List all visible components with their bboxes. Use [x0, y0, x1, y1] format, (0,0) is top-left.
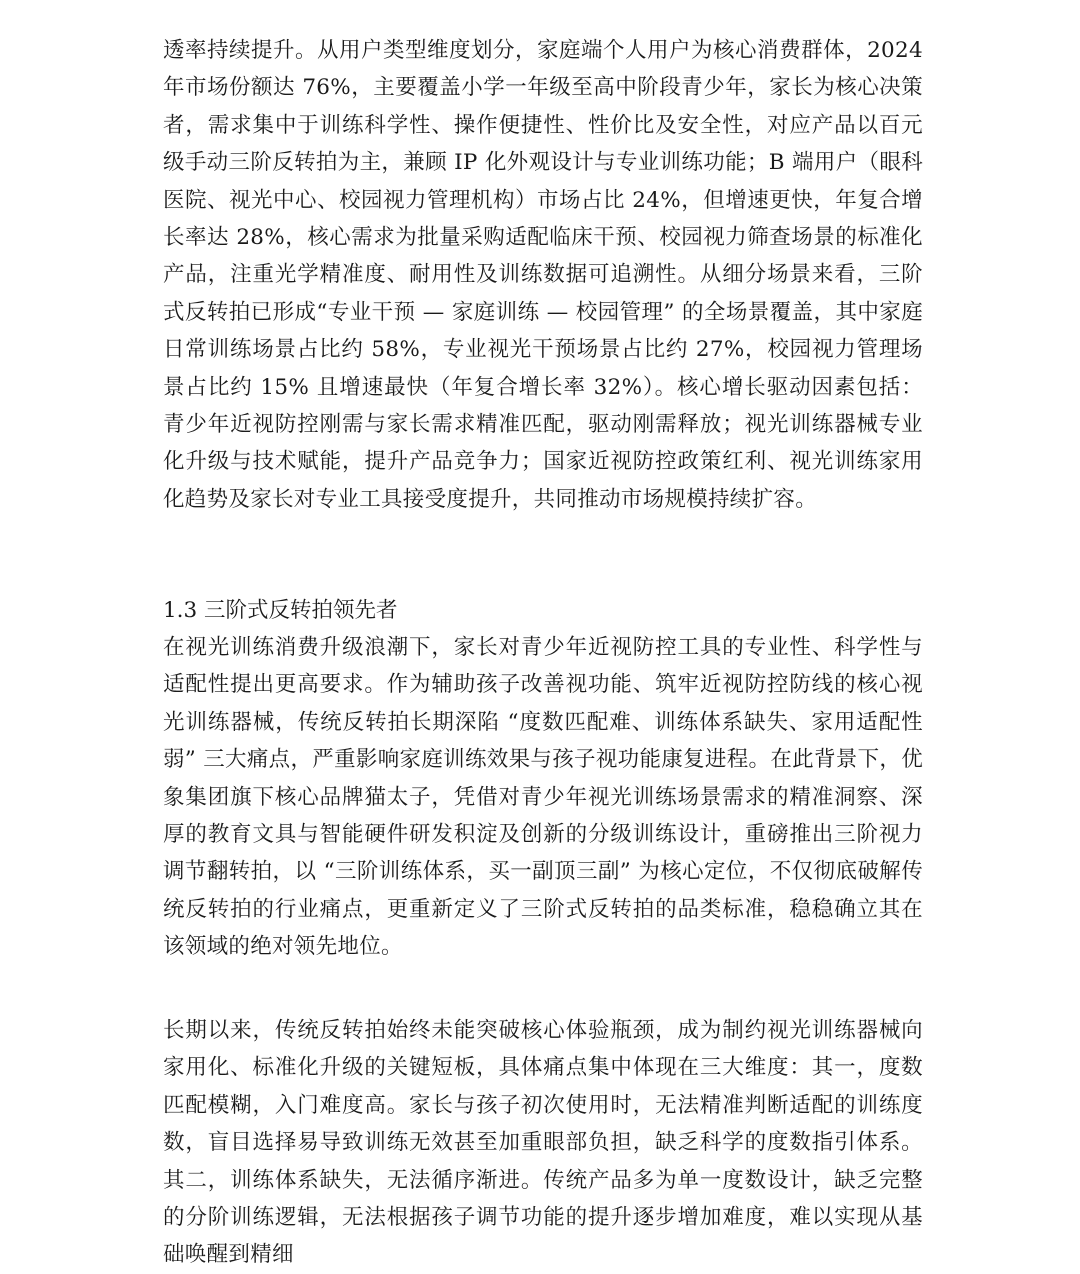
paragraph-market-segments: 透率持续提升。从用户类型维度划分，家庭端个人用户为核心消费群体，2024 年市场份额达 76%，主要覆盖小学一年级至高中阶段青少年，家长为核心决策者，需求集中于训练科学性、操作便捷性、性价比及安全性，对应产品以百元级手动三阶反转拍为主，兼顾 IP 化外观设计与专业训练功能；B 端用户（眼科医院、视光中心、校园视力管理机构）市场占比 24%，但增速更快，年复合增长率达 28%，核心需求为批量采购适配临床干预、校园视力筛查场景的标准化产品，注重光学精准度、耐用性及训练数据可追溯性。从细分场景来看，三阶式反转拍已形成“专业干预 — 家庭训练 — 校园管理” 的全场景覆盖，其中家庭日常训练场景占比约 58%，专业视光干预场景占比约 27%，校园视力管理场景占比约 15% 且增速最快（年复合增长率 32%）。核心增长驱动因素包括：青少年近视防控刚需与家长需求精准匹配，驱动刚需释放；视光训练器械专业化升级与技术赋能，提升产品竞争力；国家近视防控政策红利、视光训练家用化趋势及家长对专业工具接受度提升，共同推动市场规模持续扩容。 — [163, 38, 923, 512]
paragraph-brand-leader: 在视光训练消费升级浪潮下，家长对青少年近视防控工具的专业性、科学性与适配性提出更高要求。作为辅助孩子改善视功能、筑牢近视防控防线的核心视光训练器械，传统反转拍长期深陷 “度数匹配难、训练体系缺失、家用适配性弱” 三大痛点，严重影响家庭训练效果与孩子视功能康复进程。在此背景下，优象集团旗下核心品牌猫太子，凭借对青少年视光训练场景需求的精准洞察、深厚的教育文具与智能硬件研发积淀及创新的分级训练设计，重磅推出三阶视力调节翻转拍，以 “三阶训练体系，买一副顶三副” 为核心定位，不仅彻底破解传统反转拍的行业痛点，更重新定义了三阶式反转拍的品类标准，稳稳确立其在该领域的绝对领先地位。 — [163, 635, 923, 960]
section-heading: 1.3 三阶式反转拍领先者 — [163, 598, 398, 623]
paragraph-pain-points: 长期以来，传统反转拍始终未能突破核心体验瓶颈，成为制约视光训练器械向家用化、标准化升级的关键短板，具体痛点集中体现在三大维度：其一，度数匹配模糊，入门难度高。家长与孩子初次使用时，无法精准判断适配的训练度数，盲目选择易导致训练无效甚至加重眼部负担，缺乏科学的度数指引体系。其二，训练体系缺失，无法循序渐进。传统产品多为单一度数设计，缺乏完整的分阶训练逻辑，无法根据孩子调节功能的提升逐步增加难度，难以实现从基础唤醒到精细 — [163, 1018, 923, 1268]
